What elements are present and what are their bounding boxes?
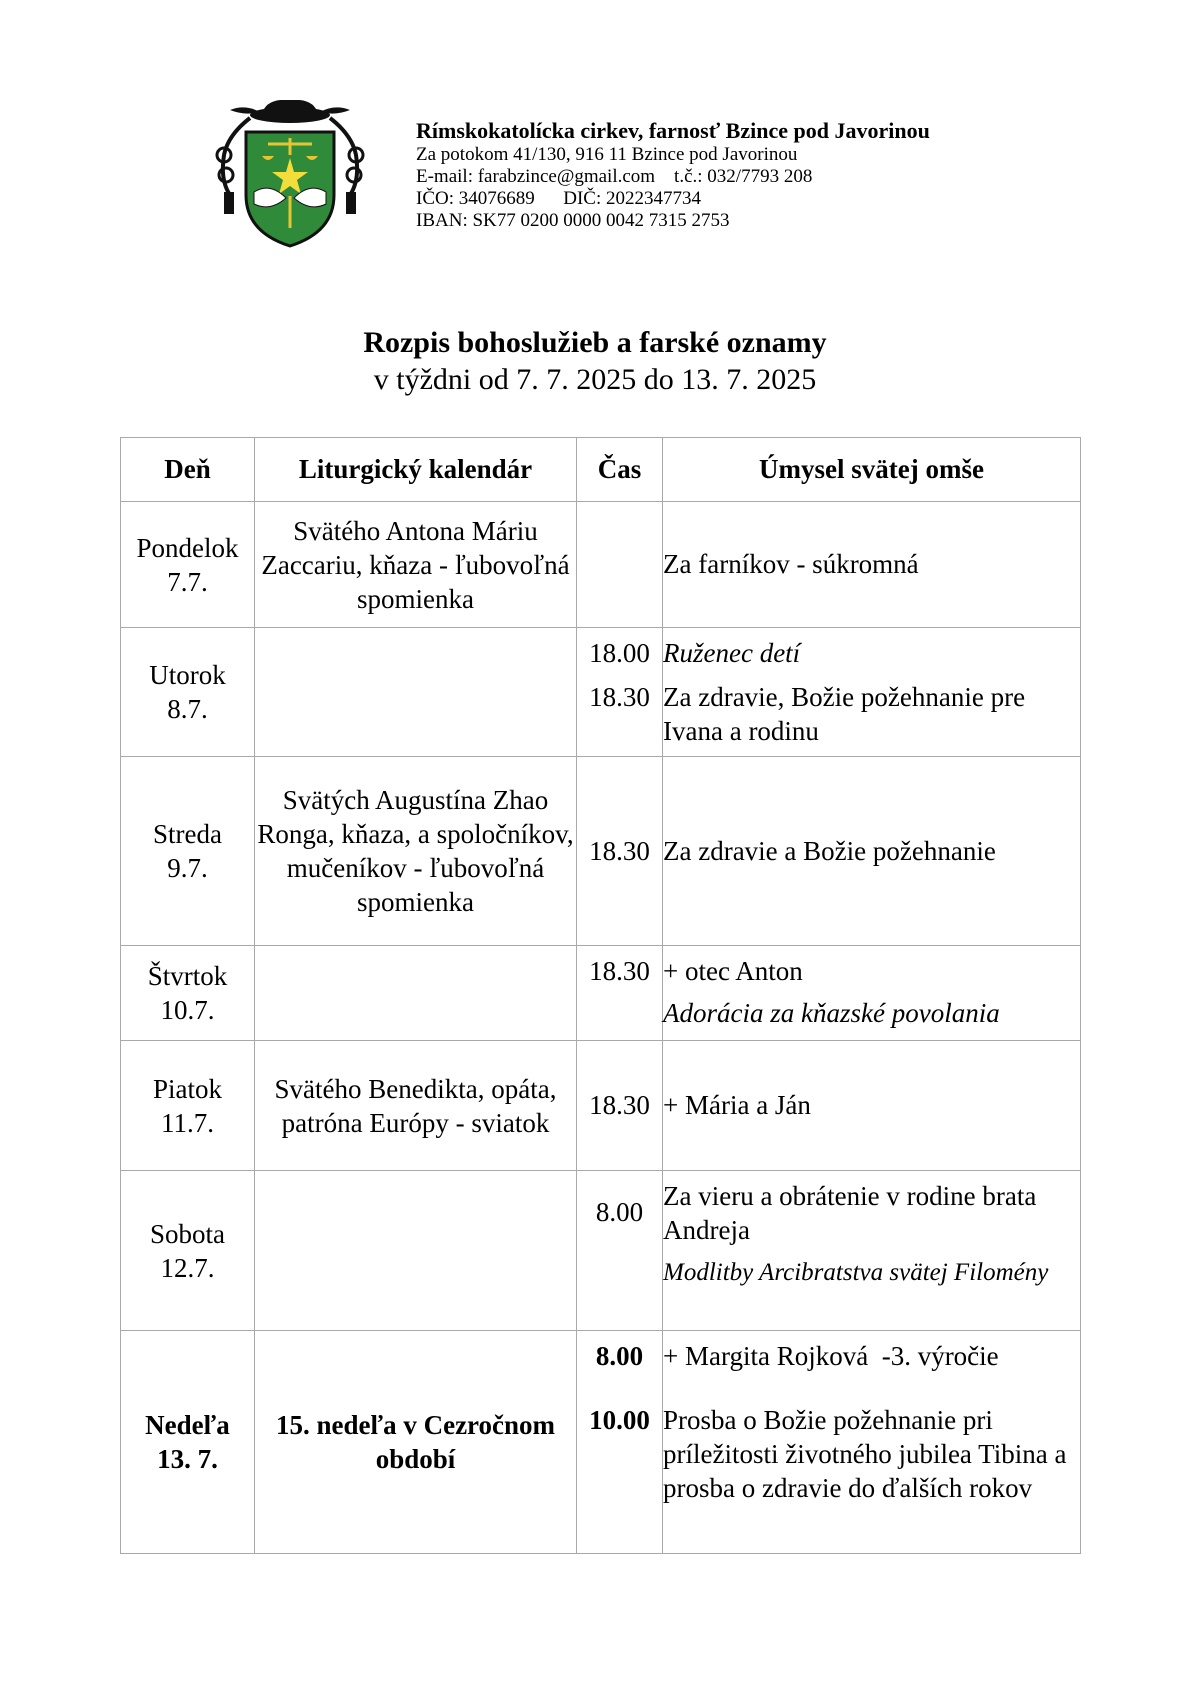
intention-cell — [663, 1331, 1081, 1554]
intention-cell — [663, 628, 1081, 757]
day-date: 7.7. — [167, 566, 208, 597]
header-time: Čas — [577, 438, 663, 502]
day-name: Pondelok — [136, 532, 239, 563]
header-intention: Úmysel svätej omše — [663, 438, 1081, 502]
time-text: 8.00 — [595, 1197, 644, 1227]
intention-text: Za zdravie a Božie požehnanie — [663, 835, 996, 866]
day-date: 8.7. — [167, 694, 208, 724]
time-cell — [577, 628, 663, 757]
day-date: 11.7. — [161, 1107, 214, 1138]
liturgy-cell: Svätého Benedikta, opáta, patróna Európy - sviatok — [255, 1041, 577, 1171]
intention-text: + otec Anton — [663, 956, 803, 986]
header-liturgy: Liturgický kalendár — [255, 438, 577, 502]
day-cell — [121, 502, 255, 628]
day-date: 12.7. — [160, 1252, 215, 1283]
time-text: 18.00 — [589, 638, 650, 668]
time-cell — [577, 1171, 663, 1331]
table-row — [121, 502, 1081, 628]
iban: IBAN: SK77 0200 0000 0042 7315 2753 — [416, 210, 730, 231]
time-text: 18.30 — [589, 682, 650, 712]
table-row — [121, 946, 1081, 1041]
time-text: 8.00 — [595, 1341, 644, 1371]
time-text: 18.30 — [589, 835, 650, 866]
liturgy-cell — [255, 946, 577, 1041]
time-cell — [577, 502, 663, 628]
day-cell — [121, 628, 255, 757]
liturgy-cell: Svätého Antona Máriu Zaccariu, kňaza - ľubovoľná spomienka — [255, 502, 577, 628]
contact: E-mail: farabzince@gmail.com t.č.: 032/7793 208 — [416, 166, 813, 187]
organization-name: Rímskokatolícka cirkev, farnosť Bzince pod Javorinou — [416, 118, 930, 143]
parish-header — [416, 118, 930, 232]
header-day: Deň — [121, 438, 255, 502]
document-title-block — [0, 324, 1190, 398]
day-date: 9.7. — [167, 853, 208, 883]
table-row — [121, 628, 1081, 757]
intention-cell — [663, 1171, 1081, 1331]
table-row — [121, 1171, 1081, 1331]
intention-cell — [663, 502, 1081, 628]
day-name: Sobota — [149, 1218, 225, 1249]
address: Za potokom 41/130, 916 11 Bzince pod Javorinou — [416, 144, 798, 165]
intention-text: Za zdravie, Božie požehnanie pre Ivana a rodinu — [663, 682, 1026, 746]
intention-text: Prosba o Božie požehnanie pri príležitosti životného jubilea Tibina a prosba o zdravie do ďalších rokov — [663, 1405, 1067, 1503]
intention-cell — [663, 1041, 1081, 1171]
day-cell — [121, 757, 255, 946]
parish-crest — [210, 100, 370, 250]
intention-text: + Margita Rojková -3. výročie — [663, 1341, 999, 1371]
intention-text: Ruženec detí — [663, 638, 801, 668]
table-row — [121, 1331, 1081, 1554]
time-cell — [577, 757, 663, 946]
time-cell — [577, 1331, 663, 1554]
day-date: 13. 7. — [157, 1444, 218, 1474]
table-row — [121, 757, 1081, 946]
liturgy-cell: 15. nedeľa v Cezročnom období — [255, 1331, 577, 1554]
day-name: Štvrtok — [147, 961, 228, 991]
time-text: 18.30 — [589, 956, 650, 986]
day-name: Nedeľa — [145, 1410, 230, 1440]
table-header-row — [121, 438, 1081, 502]
day-cell — [121, 946, 255, 1041]
liturgy-cell — [255, 628, 577, 757]
day-name: Streda — [153, 819, 222, 849]
day-cell — [121, 1041, 255, 1171]
intention-text: Adorácia za kňazské povolania — [663, 998, 1000, 1028]
ico-dic: IČO: 34076689 DIČ: 2022347734 — [416, 188, 701, 209]
day-name: Utorok — [149, 660, 226, 690]
intention-cell — [663, 757, 1081, 946]
intention-cell — [663, 946, 1081, 1041]
liturgy-cell: Svätých Augustína Zhao Ronga, kňaza, a spoločníkov, mučeníkov - ľubovoľná spomienka — [255, 757, 577, 946]
mass-schedule-table — [120, 437, 1081, 1554]
day-name: Piatok — [152, 1073, 222, 1104]
intention-text: + Mária a Ján — [663, 1090, 811, 1120]
time-cell — [577, 1041, 663, 1171]
time-cell — [577, 946, 663, 1041]
day-date: 10.7. — [160, 995, 215, 1025]
intention-text: Za farníkov - súkromná — [663, 549, 919, 579]
document-title: Rozpis bohoslužieb a farské oznamy — [363, 326, 827, 359]
intention-text: Za vieru a obrátenie v rodine brata Andreja — [663, 1181, 1037, 1245]
day-cell — [121, 1171, 255, 1331]
liturgy-cell — [255, 1171, 577, 1331]
time-text: 10.00 — [589, 1405, 650, 1435]
time-text: 18.30 — [589, 1090, 650, 1120]
document-subtitle: v týždni od 7. 7. 2025 do 13. 7. 2025 — [373, 363, 817, 396]
intention-text: Modlitby Arcibratstva svätej Filomény — [663, 1259, 1049, 1286]
table-row — [121, 1041, 1081, 1171]
day-cell — [121, 1331, 255, 1554]
